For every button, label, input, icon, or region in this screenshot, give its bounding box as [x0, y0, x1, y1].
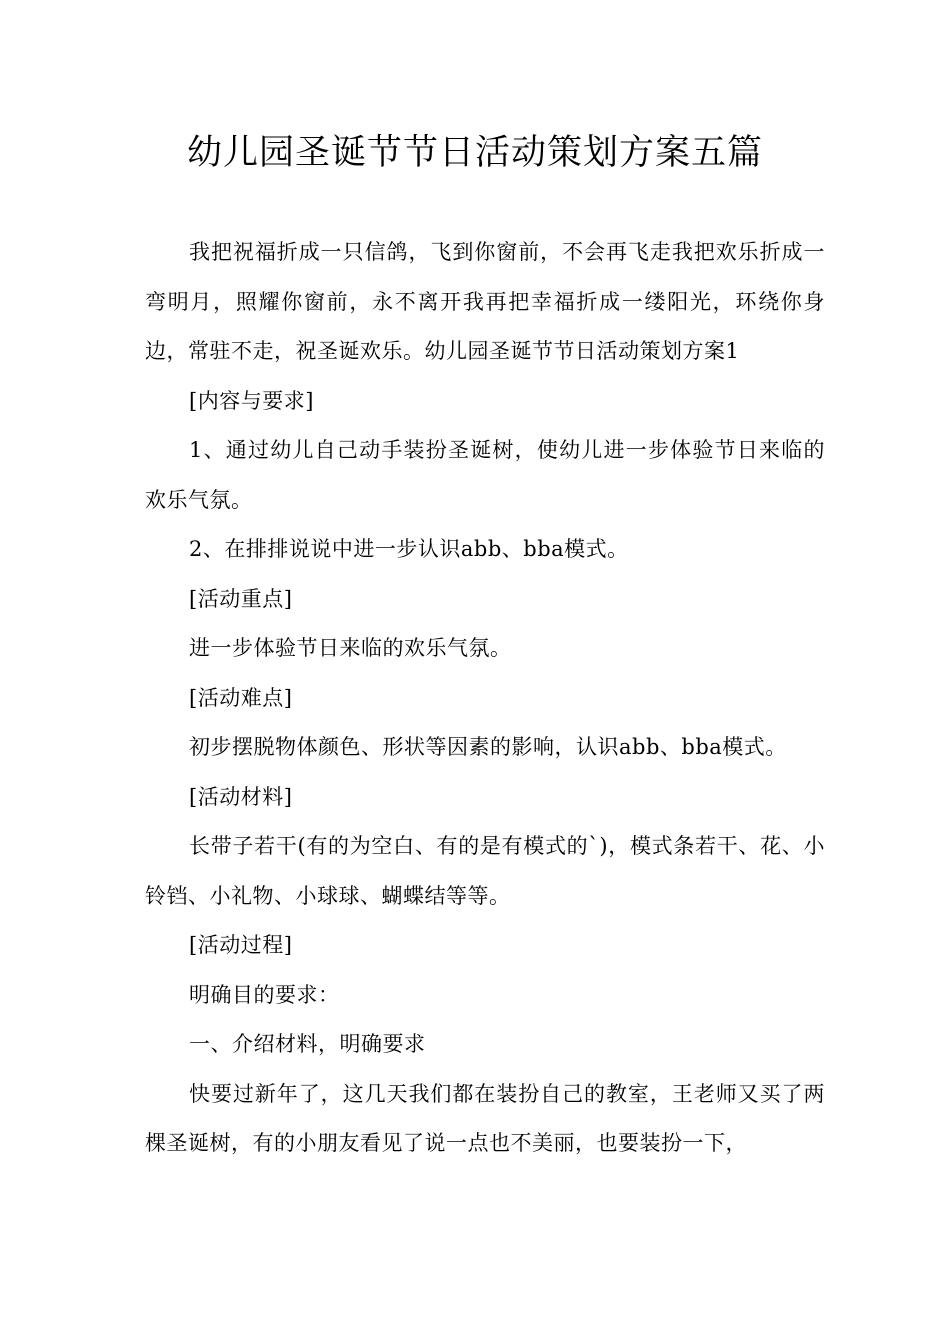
section-heading-key-points: [活动重点]: [189, 586, 293, 611]
paragraph-difficulties: 初步摆脱物体颜色、形状等因素的影响，认识abb、bba模式。: [189, 735, 787, 759]
paragraph-goal: 明确目的要求：: [189, 982, 340, 1007]
section-heading-difficulties: [活动难点]: [189, 685, 293, 710]
paragraph-step-1: 一、介绍材料，明确要求: [189, 1032, 426, 1056]
paragraph-key-points: 进一步体验节日来临的欢乐气氛。: [189, 636, 512, 660]
paragraph-requirement-2: 2、在排排说说中进一步认识abb、bba模式。: [189, 537, 629, 561]
section-heading-materials: [活动材料]: [189, 784, 293, 809]
paragraph-requirement-1: 1、通过幼儿自己动手装扮圣诞树，使幼儿进一步体验节日来临的欢乐气氛。: [145, 438, 825, 512]
paragraph-intro: 我把祝福折成一只信鸽，飞到你窗前，不会再飞走我把欢乐折成一弯明月，照耀你窗前，永不离开我再把幸福折成一缕阳光，环绕你身边，常驻不走，祝圣诞欢乐。幼儿园圣诞节节日活动策划方案1: [145, 240, 825, 363]
paragraph-materials: 长带子若干(有的为空白、有的是有模式的`)，模式条若干、花、小铃铛、小礼物、小球球、蝴蝶结等等。: [145, 834, 825, 908]
document-title: 幼儿园圣诞节节日活动策划方案五篇: [186, 133, 763, 173]
document-body: [145, 228, 825, 1169]
section-heading-process: [活动过程]: [189, 933, 293, 957]
paragraph-story: 快要过新年了，这几天我们都在装扮自己的教室，王老师又买了两棵圣诞树，有的小朋友看见了说一点也不美丽，也要装扮一下，: [145, 1081, 825, 1155]
section-heading-content-requirements: [内容与要求]: [189, 388, 314, 413]
